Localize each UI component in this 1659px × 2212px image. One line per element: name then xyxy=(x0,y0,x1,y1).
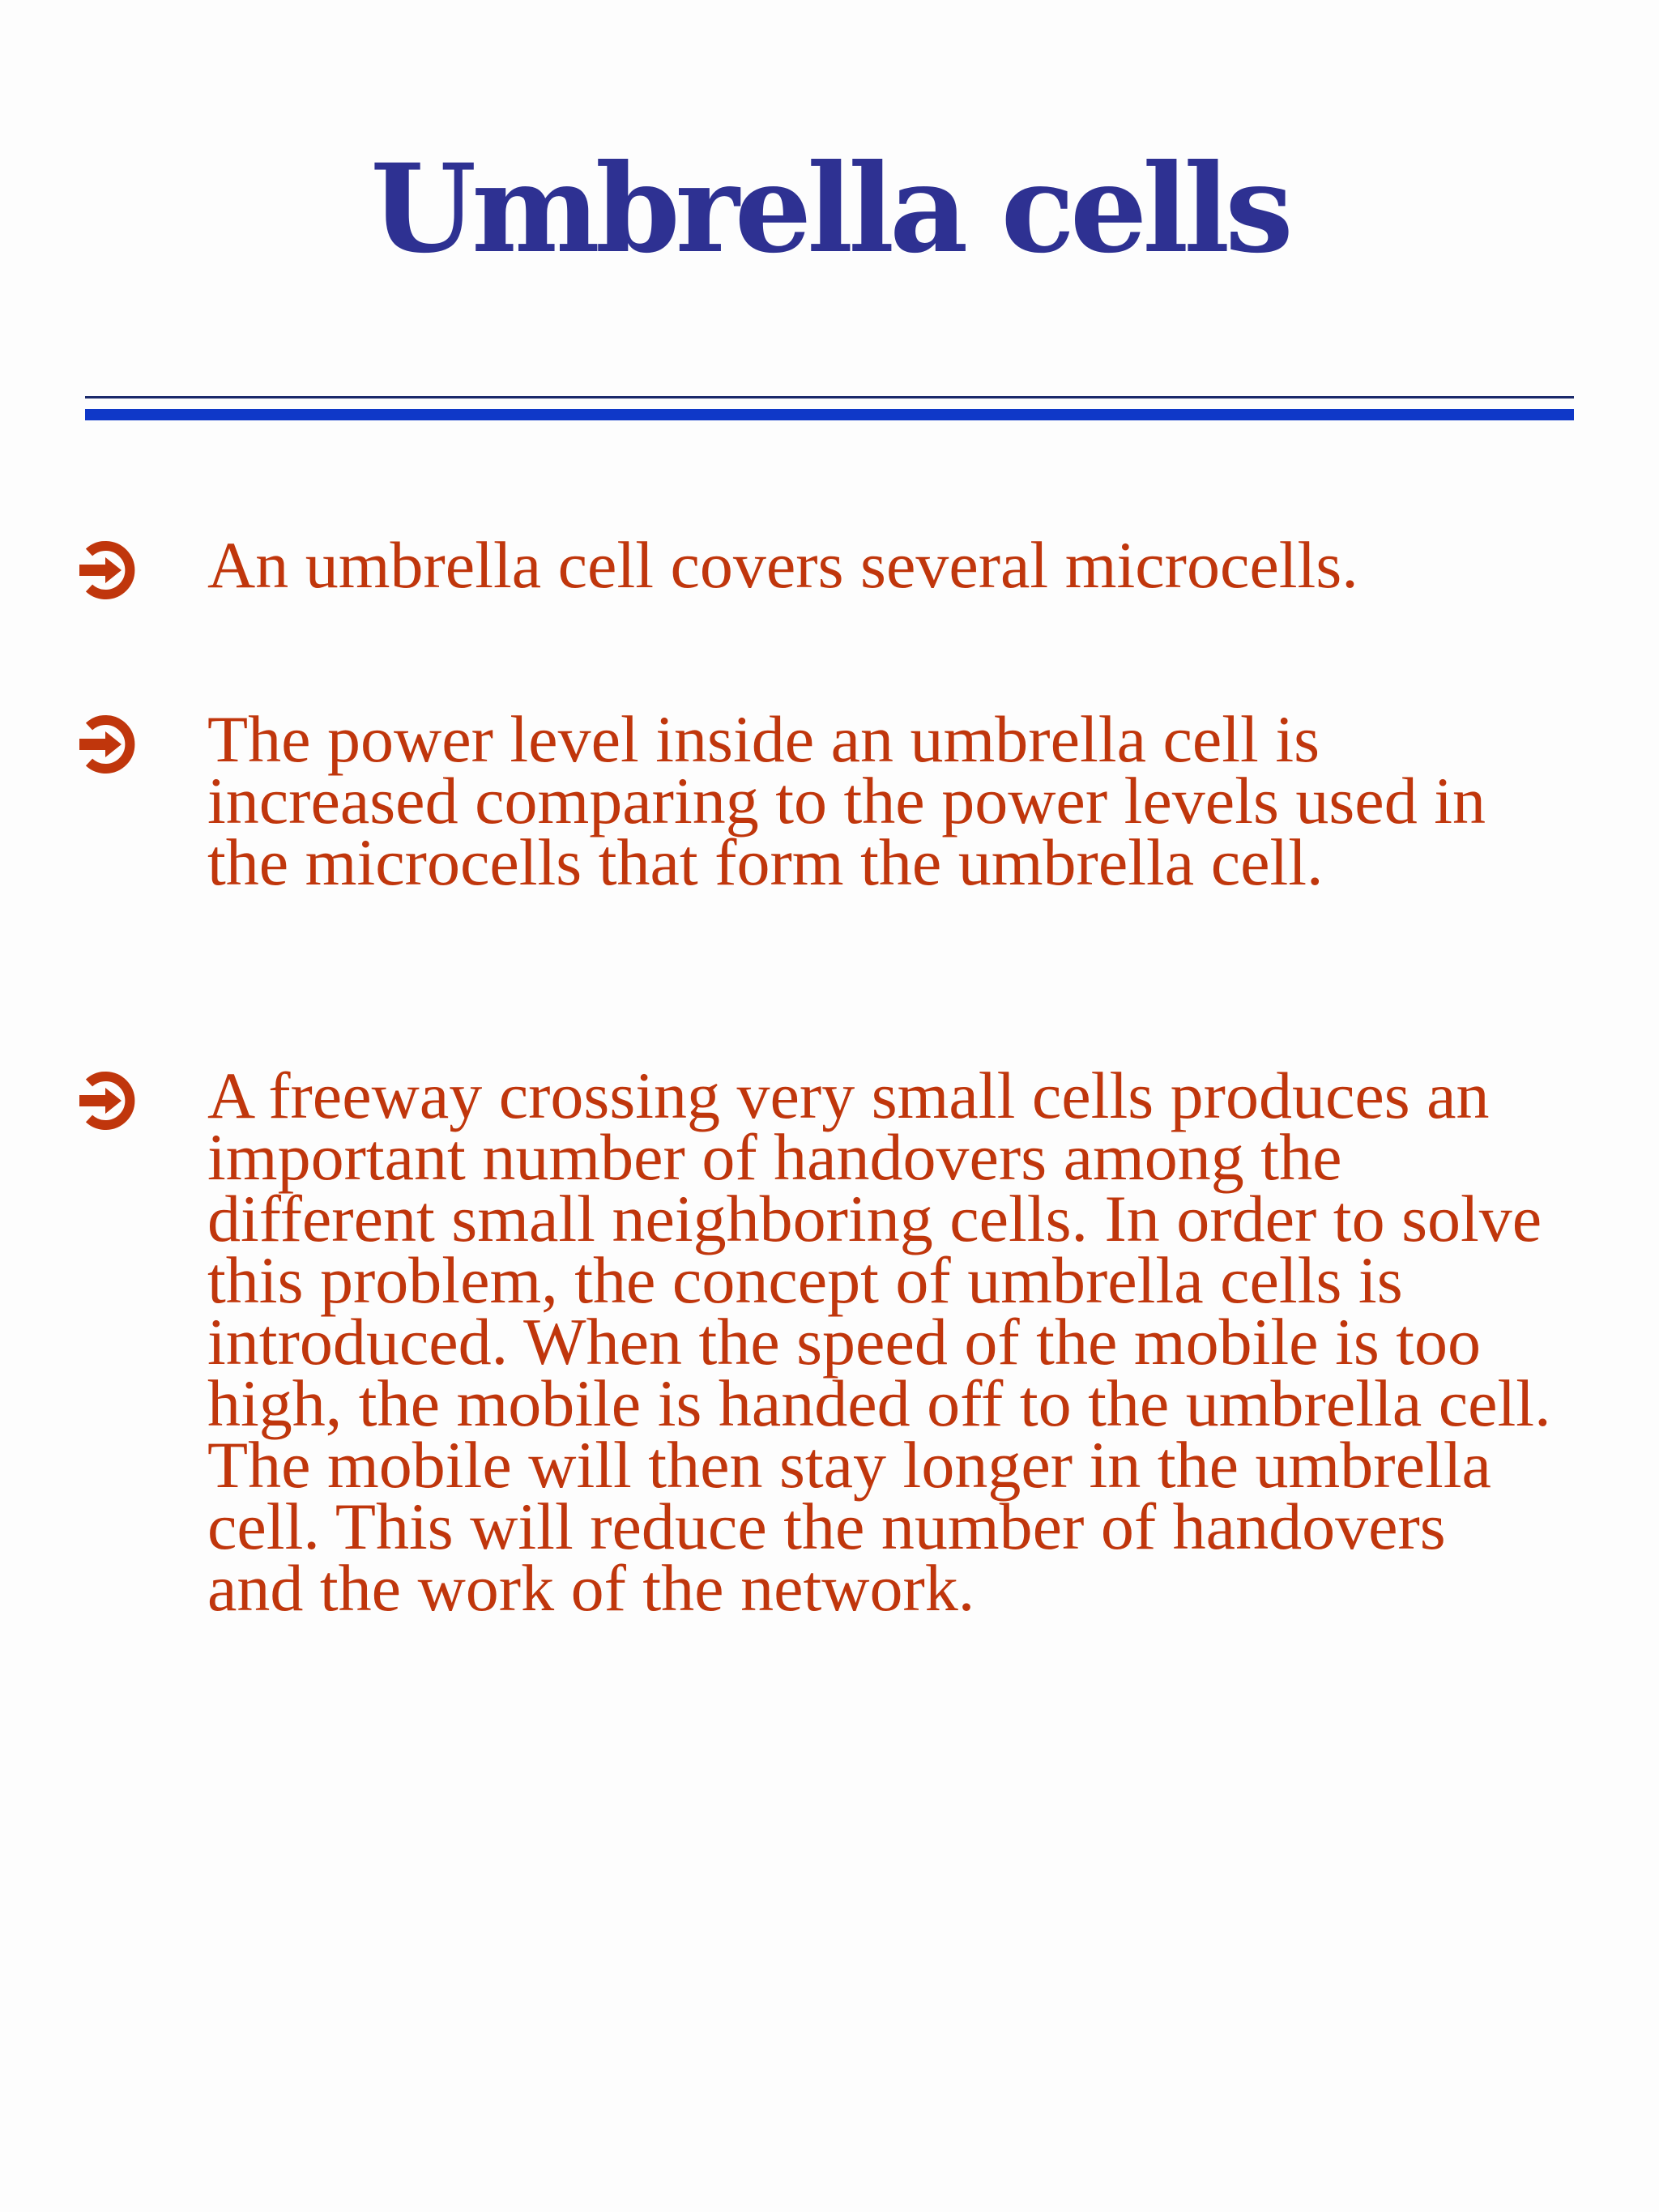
title-divider-thin xyxy=(85,396,1574,399)
bullet-text: A freeway crossing very small cells produces an important number of handovers among the different small neighboring cells. In order to solve this problem, the concept of umbrella cells is introduced. When the speed of the mobile is too high, the mobile is handed off to the umbrella cell. The mobile will then stay longer in the umbrella cell. This will reduce the number of handovers and the work of the network. xyxy=(207,1059,1551,1625)
right-arrow-circle-icon xyxy=(75,538,139,603)
bullet-text: An umbrella cell covers several microcells. xyxy=(207,528,1358,602)
title-divider-thick xyxy=(85,409,1574,420)
right-arrow-circle-icon xyxy=(75,712,139,777)
right-arrow-circle-icon xyxy=(75,1068,139,1133)
bullet-text: The power level inside an umbrella cell is increased comparing to the power levels used in the microcells that form the umbrella cell. xyxy=(207,702,1486,899)
slide-title: Umbrella cells xyxy=(370,138,1289,280)
